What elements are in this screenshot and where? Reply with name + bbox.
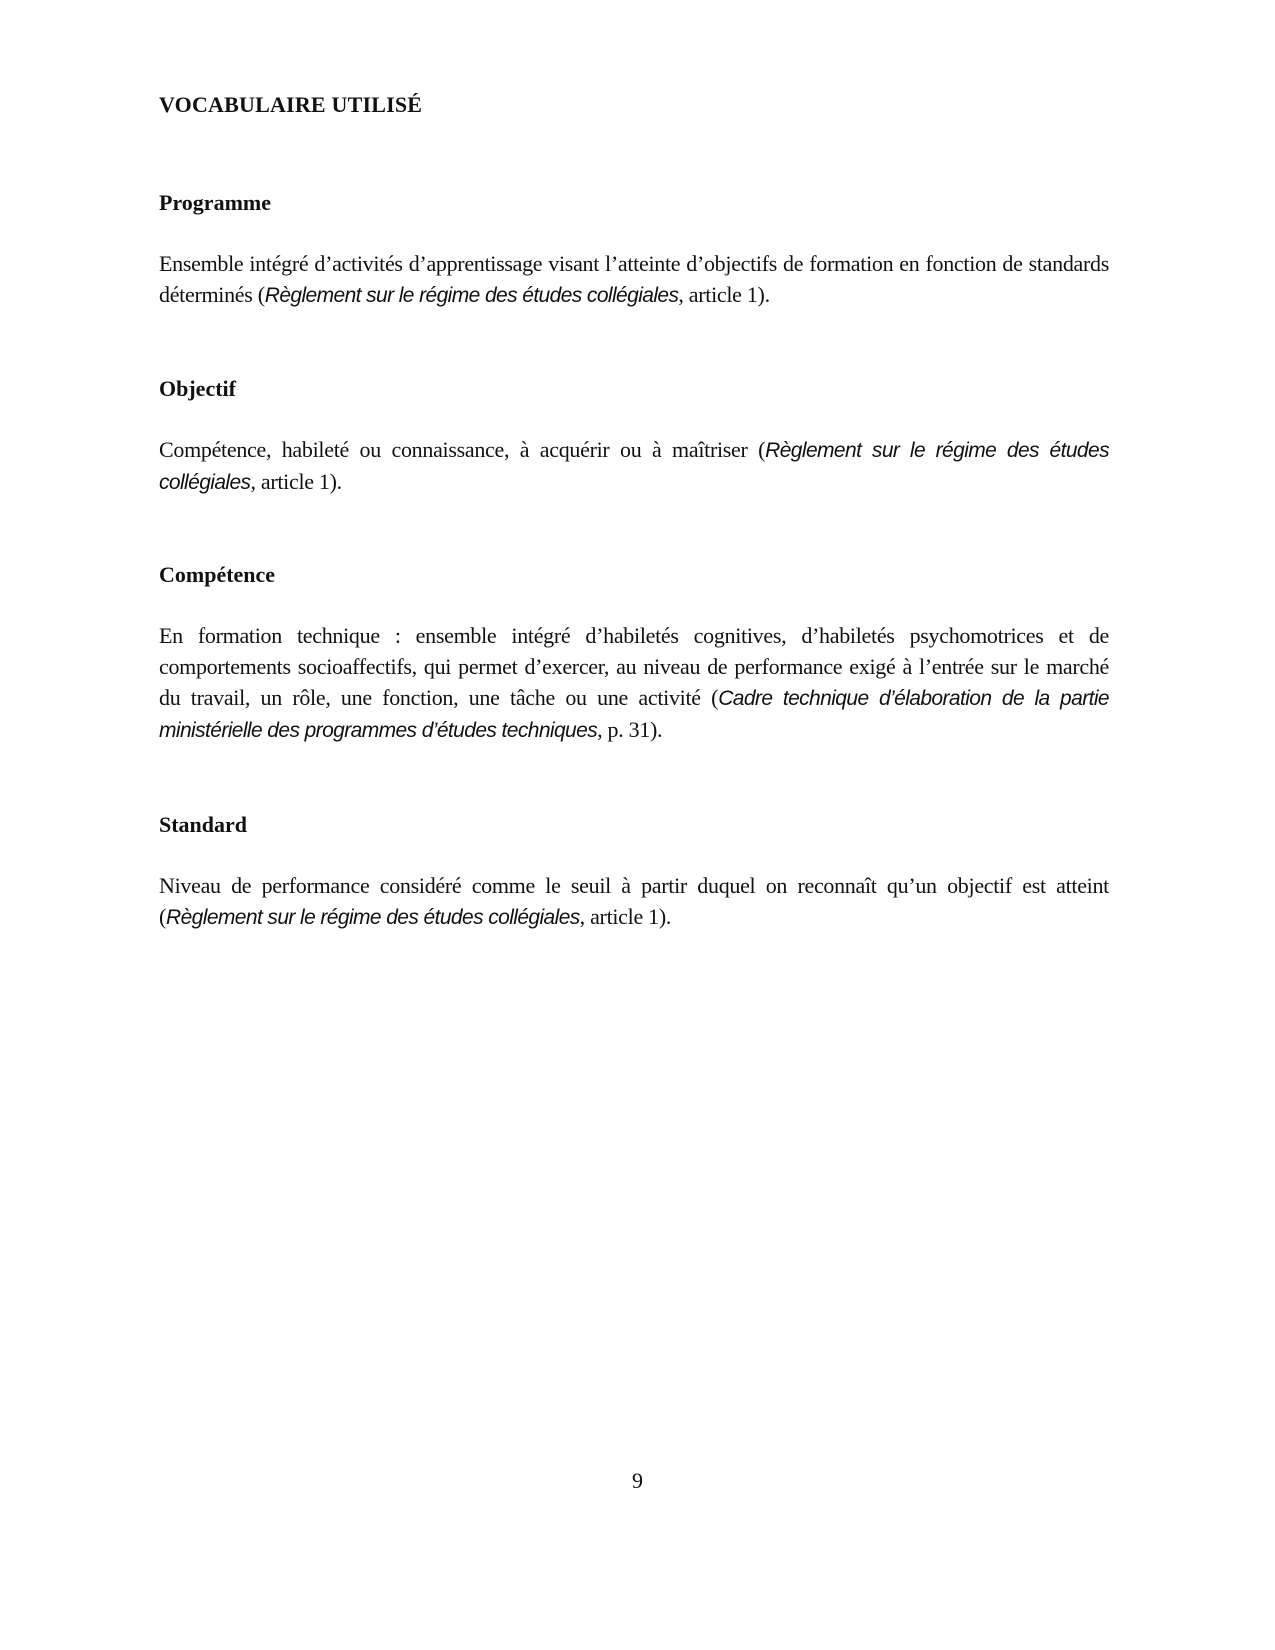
term-heading: Standard <box>159 812 248 837</box>
term-definition <box>159 870 1109 933</box>
source-reference: , article 1). <box>579 904 672 929</box>
source-reference: , article 1). <box>678 282 770 307</box>
source-reference: , p. 31). <box>597 717 663 742</box>
term-competence <box>159 560 1109 746</box>
page-number: 9 <box>632 1468 643 1493</box>
term-heading: Compétence <box>159 562 276 587</box>
source-title: Cadre technique d’élaboration de la partie ministérielle des programmes d’études techniques <box>159 687 1109 742</box>
term-heading: Programme <box>159 190 271 215</box>
source-reference: , article 1). <box>250 469 342 494</box>
definition-text: Compétence, habileté ou connaissance, à acquérir ou à maîtriser ( <box>159 437 766 462</box>
term-definition <box>159 620 1109 746</box>
definition-text: Ensemble intégré d’activités d’apprentissage visant l’atteinte d’objectifs de formation en fonction de standards déterminés ( <box>159 251 1109 307</box>
term-standard <box>159 810 1109 933</box>
definition-text: Niveau de performance considéré comme le seuil à partir duquel on reconnaît qu’un objectif est atteint ( <box>159 873 1109 929</box>
term-definition <box>159 248 1109 311</box>
source-title: Règlement sur le régime des études collégiales <box>166 906 580 929</box>
source-title: Règlement sur le régime des études collégiales <box>264 284 679 307</box>
term-heading: Objectif <box>159 376 236 401</box>
term-objectif <box>159 374 1109 498</box>
source-title: Règlement sur le régime des études collégiales <box>159 439 1109 494</box>
definition-text: En formation technique : ensemble intégré d’habiletés cognitives, d’habiletés psychomotrices et de comportements socioaffectifs, qui permet d’exercer, au niveau de performance exigé à l’entrée sur le marché du travail, un rôle, une fonction, une tâche ou une activité ( <box>159 623 1109 710</box>
term-programme <box>159 188 1109 311</box>
page-title: VOCABULAIRE UTILISÉ <box>159 92 423 117</box>
term-definition <box>159 434 1109 498</box>
